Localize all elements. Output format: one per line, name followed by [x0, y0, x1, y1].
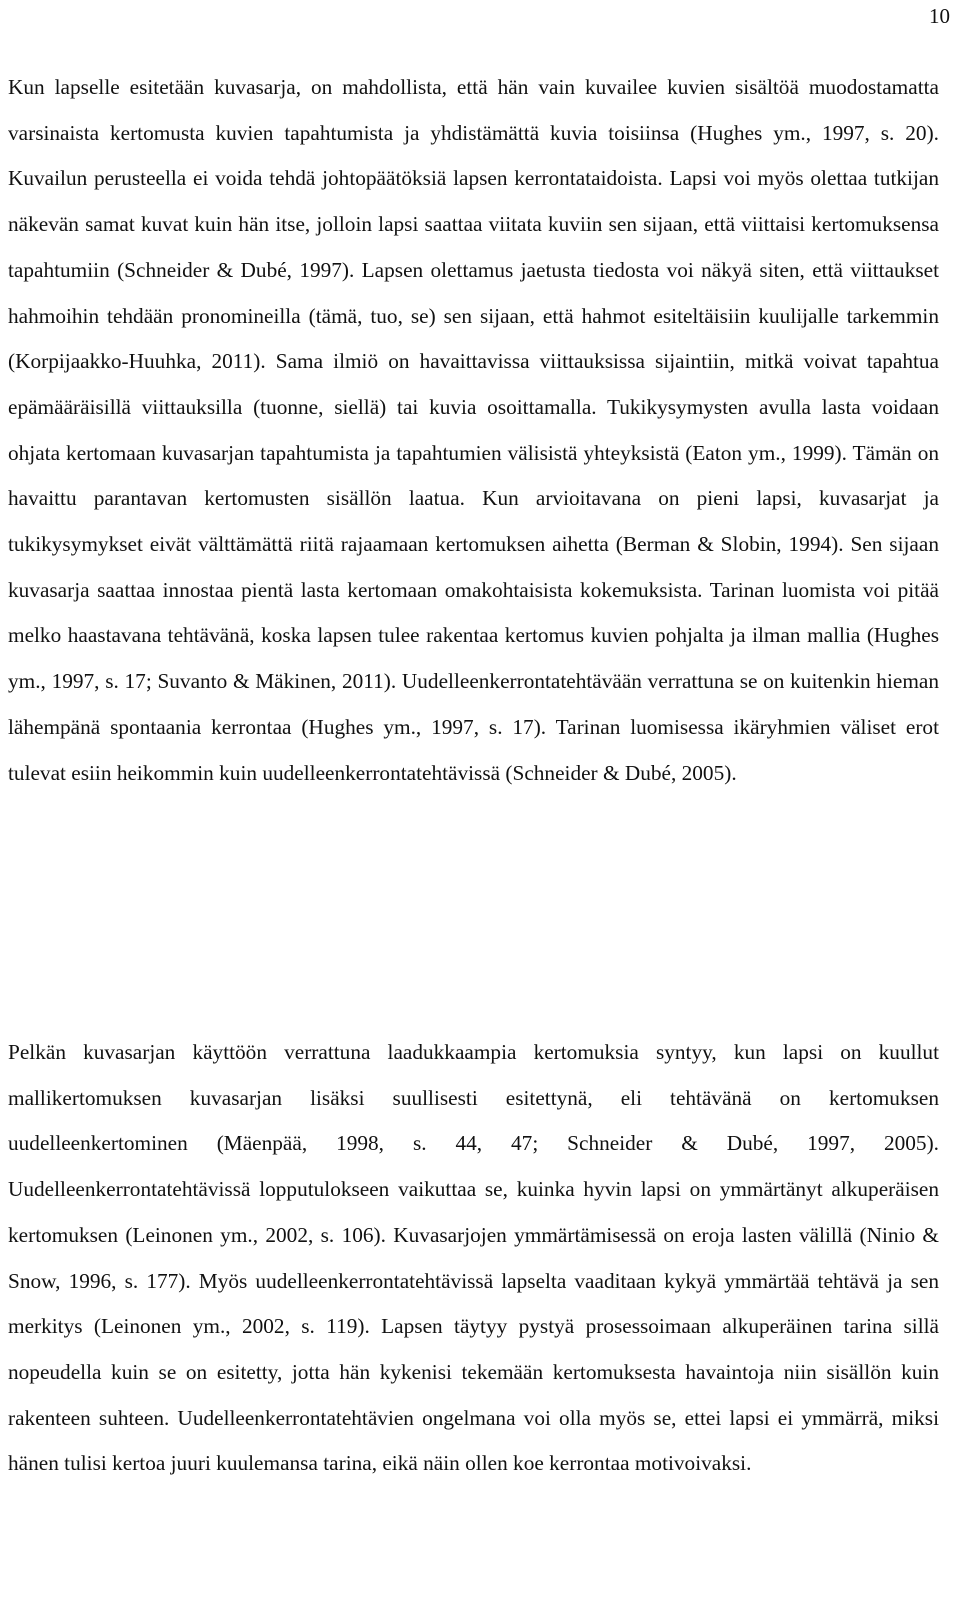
page-number: 10	[929, 4, 950, 28]
paragraph-2: Pelkän kuvasarjan käyttöön verrattuna laadukkaampia kertomuksia syntyy, kun lapsi on kuullut mallikertomuksen kuvasarjan lisäksi suullisesti esitettynä, eli tehtävänä on kertomuksen uudelleenkertominen (Mäenpää, 1998, s. 44, 47; Schneider & Dubé, 1997, 2005). Uudelleenkerrontatehtävissä lopputulokseen vaikuttaa se, kuinka hyvin lapsi on ymmärtänyt alkuperäisen kertomuksen (Leinonen ym., 2002, s. 106). Kuvasarjojen ymmärtämisessä on eroja lasten välillä (Ninio & Snow, 1996, s. 177). Myös uudelleenkerrontatehtävissä lapselta vaaditaan kykyä ymmärtää tehtävä ja sen merkitys (Leinonen ym., 2002, s. 119). Lapsen täytyy pystyä prosessoimaan alkuperäinen tarina sillä nopeudella kuin se on esitetty, jotta hän kykenisi tekemään kertomuksesta havaintoja niin sisällön kuin rakenteen suhteen. Uudelleenkerrontatehtävien ongelmana voi olla myös se, ettei lapsi ei ymmärrä, miksi hänen tulisi kertoa juuri kuulemansa tarina, eikä näin ollen koe kerrontaa motivoivaksi.	[8, 1040, 939, 1476]
paragraph-1: Kun lapselle esitetään kuvasarja, on mahdollista, että hän vain kuvailee kuvien sisältöä muodostamatta varsinaista kertomusta kuvien tapahtumista ja yhdistämättä kuvia toisiinsa (Hughes ym., 1997, s. 20). Kuvailun perusteella ei voida tehdä johtopäätöksiä lapsen kerrontataidoista. Lapsi voi myös olettaa tutkijan näkevän samat kuvat kuin hän itse, jolloin lapsi saattaa viitata kuviin sen sijaan, että viittaisi kertomuksensa tapahtumiin (Schneider & Dubé, 1997). Lapsen olettamus jaetusta tiedosta voi näkyä siten, että viittaukset hahmoihin tehdään pronomineilla (tämä, tuo, se) sen sijaan, että hahmot esiteltäisiin kuulijalle tarkemmin (Korpijaakko-Huuhka, 2011). Sama ilmiö on havaittavissa viittauksissa sijaintiin, mitkä voivat tapahtua epämääräisillä viittauksilla (tuonne, siellä) tai kuvia osoittamalla. Tukikysymysten avulla lasta voidaan ohjata kertomaan kuvasarjan tapahtumista ja tapahtumien välisistä yhteyksistä (Eaton ym., 1999). Tämän on havaittu parantavan kertomusten sisällön laatua. Kun arvioitavana on pieni lapsi, kuvasarjat ja tukikysymykset eivät välttämättä riitä rajaamaan kertomuksen aihetta (Berman & Slobin, 1994). Sen sijaan kuvasarja saattaa innostaa pientä lasta kertomaan omakohtaisista kokemuksista. Tarinan luomista voi pitää melko haastavana tehtävänä, koska lapsen tulee rakentaa kertomus kuvien pohjalta ja ilman mallia (Hughes ym., 1997, s. 17; Suvanto & Mäkinen, 2011). Uudelleenkerrontatehtävään verrattuna se on kuitenkin hieman lähempänä spontaania kerrontaa (Hughes ym., 1997, s. 17). Tarinan luomisessa ikäryhmien väliset erot tulevat esiin heikommin kuin uudelleenkerrontatehtävissä (Schneider & Dubé, 2005).	[8, 75, 939, 785]
